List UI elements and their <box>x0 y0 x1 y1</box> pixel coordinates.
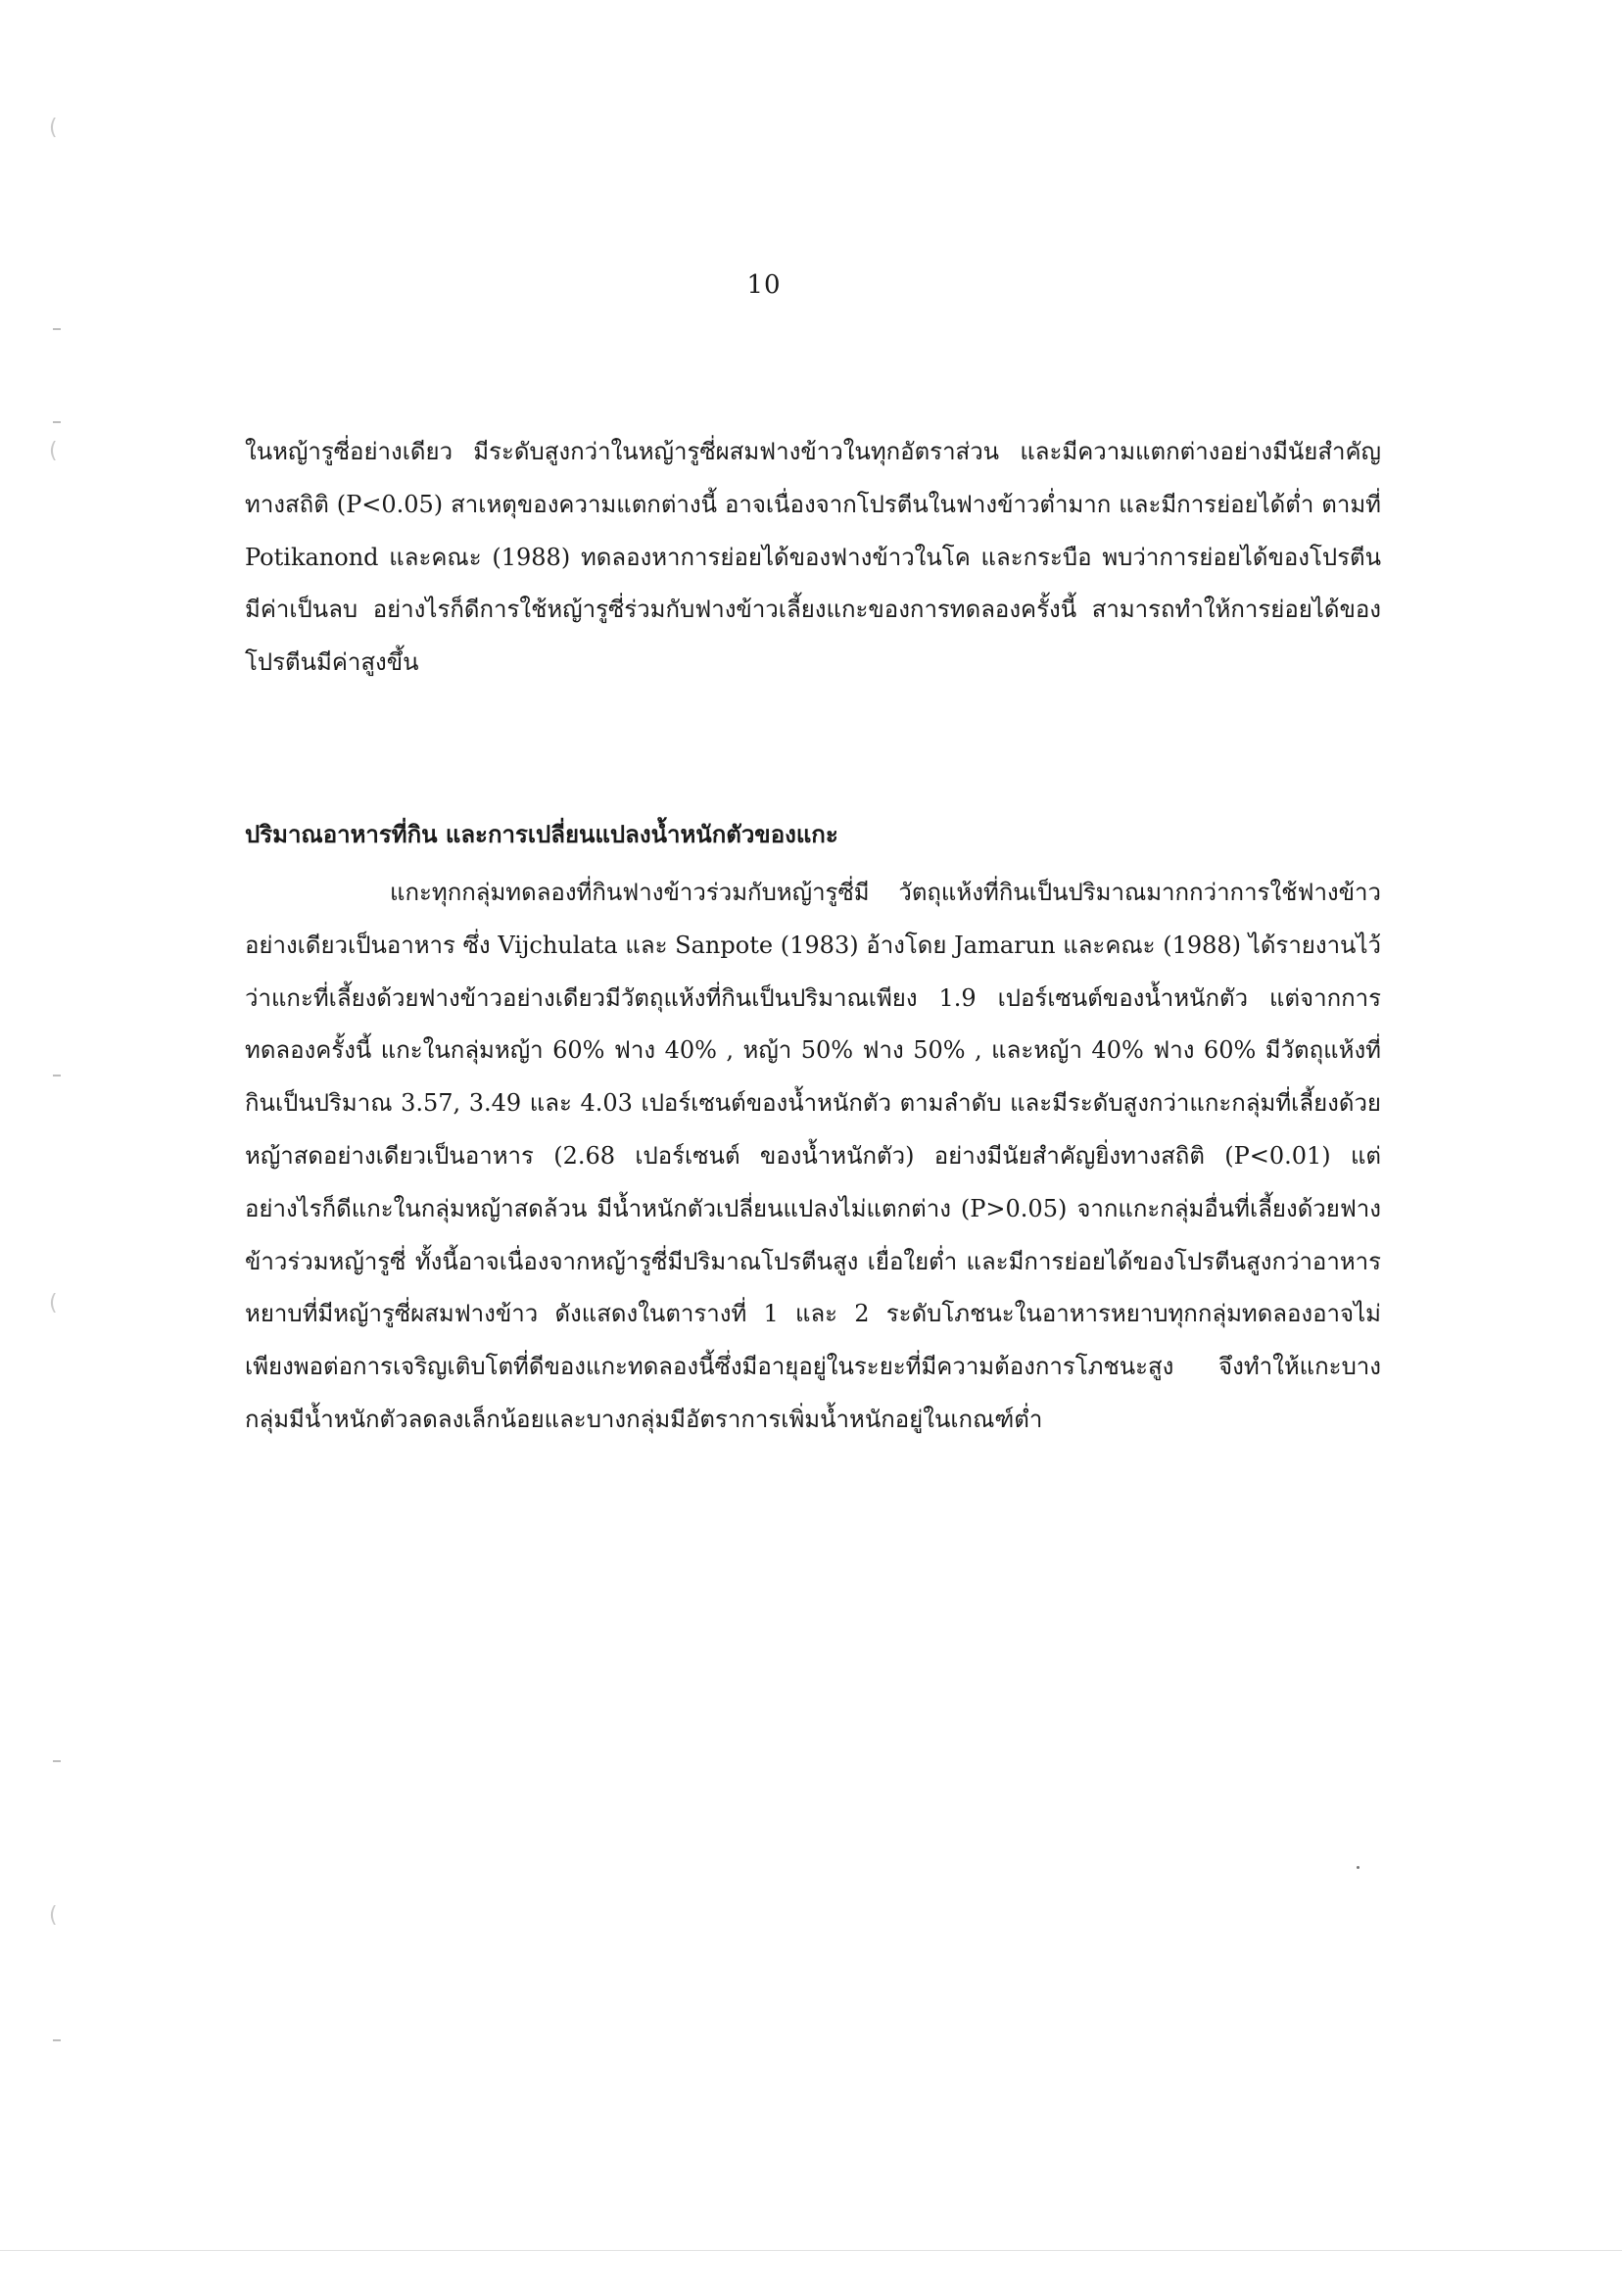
section-heading-feed-intake-weight-change: ปริมาณอาหารที่กิน และการเปลี่ยนแปลงน้ำหนักตัวของแกะ <box>245 820 838 848</box>
margin-tick <box>53 1075 61 1076</box>
binding-hole-mark: ( <box>49 1291 58 1315</box>
body-paragraph-feed-intake: แกะทุกกลุ่มทดลองที่กินฟางข้าวร่วมกับหญ้ารูซี่มี วัตถุแห้งที่กินเป็นปริมาณมากกว่าการใช้ฟางข้าวอย่างเดียวเป็นอาหาร ซึ่ง Vijchulata และ Sanpote (1983) อ้างโดย Jamarun และคณะ (1988) ได้รายงานไว้ว่าแกะที่เลี้ยงด้วยฟางข้าวอย่างเดียวมีวัตถุแห้งที่กินเป็นปริมาณเพียง 1.9 เปอร์เซนต์ของน้ำหนักตัว แต่จากการทดลองครั้งนี้ แกะในกลุ่มหญ้า 60% ฟาง 40% , หญ้า 50% ฟาง 50% , และหญ้า 40% ฟาง 60% มีวัตถุแห้งที่กินเป็นปริมาณ 3.57, 3.49 และ 4.03 เปอร์เซนต์ของน้ำหนักตัว ตามลำดับ และมีระดับสูงกว่าแกะกลุ่มที่เลี้ยงด้วยหญ้าสดอย่างเดียวเป็นอาหาร (2.68 เปอร์เซนต์ ของน้ำหนักตัว) อย่างมีนัยสำคัญยิ่งทางสถิติ (P<0.01) แต่อย่างไรก็ดีแกะในกลุ่มหญ้าสดล้วน มีน้ำหนักตัวเปลี่ยนแปลงไม่แตกต่าง (P>0.05) จากแกะกลุ่มอื่นที่เลี้ยงด้วยฟางข้าวร่วมหญ้ารูซี่ ทั้งนี้อาจเนื่องจากหญ้ารูซี่มีปริมาณโปรตีนสูง เยื่อใยต่ำ และมีการย่อยได้ของโปรตีนสูงกว่าอาหารหยาบที่มีหญ้ารูซี่ผสมฟางข้าว ดังแสดงในตารางที่ 1 และ 2 ระดับโภชนะในอาหารหยาบทุกกลุ่มทดลองอาจไม่เพียงพอต่อการเจริญเติบโตที่ดีของแกะทดลองนี้ซึ่งมีอายุอยู่ในระยะที่มีความต้องการโภชนะสูง จึงทำให้แกะบางกลุ่มมีน้ำหนักตัวลดลงเล็กน้อยและบางกลุ่มมีอัตราการเพิ่มน้ำหนักอยู่ในเกณฑ์ต่ำ <box>245 879 1381 1433</box>
binding-hole-mark: ( <box>49 439 58 463</box>
margin-tick <box>53 328 61 330</box>
page-number: 10 <box>746 270 782 300</box>
margin-tick <box>53 1760 61 1762</box>
binding-hole-mark: ( <box>49 1903 58 1928</box>
scan-speck <box>1357 1866 1360 1869</box>
margin-tick <box>53 2039 61 2041</box>
body-paragraph-protein-digestibility: ในหญ้ารูซี่อย่างเดียว มีระดับสูงกว่าในหญ้ารูซี่ผสมฟางข้าวในทุกอัตราส่วน และมีความแตกต่างอย่างมีนัยสำคัญทางสถิติ (P<0.05) สาเหตุของความแตกต่างนี้ อาจเนื่องจากโปรตีนในฟางข้าวต่ำมาก และมีการย่อยได้ต่ำ ตามที่ Potikanond และคณะ (1988) ทดลองหาการย่อยได้ของฟางข้าวในโค และกระบือ พบว่าการย่อยได้ของโปรตีนมีค่าเป็นลบ อย่างไรก็ดีการใช้หญ้ารูซี่ร่วมกับฟางข้าวเลี้ยงแกะของการทดลองครั้งนี้ สามารถทำให้การย่อยได้ของโปรตีนมีค่าสูงขึ้น <box>245 438 1381 677</box>
binding-hole-mark: ( <box>49 116 58 140</box>
scan-bottom-edge <box>0 2250 1622 2251</box>
margin-tick <box>53 421 61 423</box>
